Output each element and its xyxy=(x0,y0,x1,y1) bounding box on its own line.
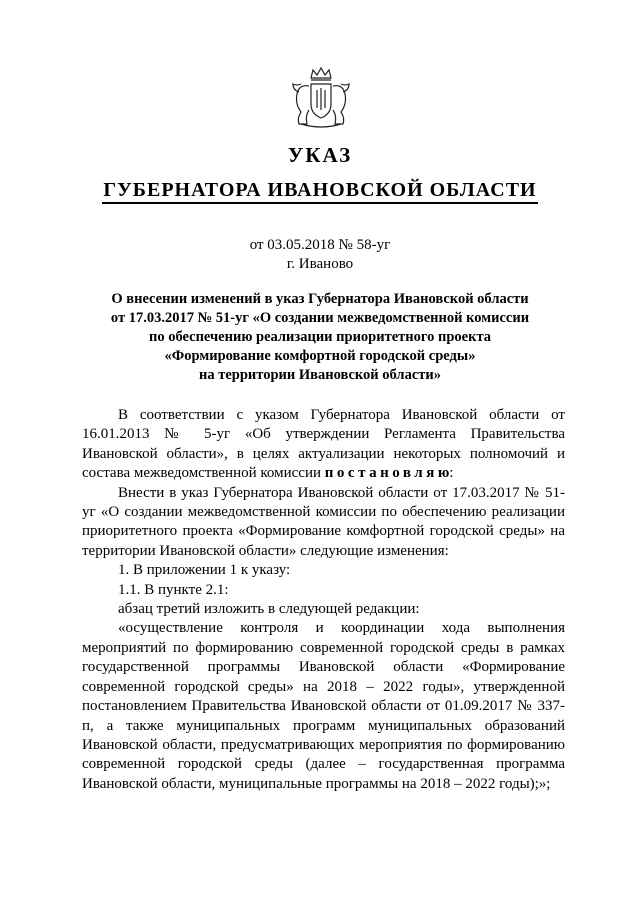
body-paragraph-3: 1.1. В пункте 2.1: xyxy=(118,581,229,598)
document-type: УКАЗ xyxy=(287,143,353,167)
subject-line: О внесении изменений в указ Губернатора Ивановской области xyxy=(111,291,529,307)
subject-line: по обеспечению реализации приоритетного проекта xyxy=(148,329,491,345)
subject-line: от 17.03.2017 № 51-уг «О создании межведомственной комиссии xyxy=(110,310,530,326)
document-meta xyxy=(0,236,640,274)
date-number: от 03.05.2018 № 58-уг xyxy=(249,237,391,253)
decree-colon: : xyxy=(449,465,454,482)
preamble-paragraph xyxy=(82,406,565,484)
body-paragraph-5: «осуществление контроля и координации хода выполнения мероприятий по формированию современной городской среды в рамках государственной программы Ивановской области «Формирование современной городской среды» на 2018 – 2022 годы», утвержденной постановлением Правительства Ивановской области от 01.09.2017 № 337-п, а также муниципальных программ муниципальных образований Ивановской области, предусматривающих мероприятия по формированию современной городской среды (далее – государственная программа Ивановской области, муниципальные программы на 2018 – 2022 годы);»; xyxy=(82,620,565,792)
subject-line: на территории Ивановской области» xyxy=(199,367,441,383)
document-body xyxy=(82,406,565,794)
issuing-authority-text: ГУБЕРНАТОРА ИВАНОВСКОЙ ОБЛАСТИ xyxy=(102,179,537,204)
city: г. Иваново xyxy=(286,256,354,272)
preamble-text: В соответствии с указом Губернатора Ивановской области от 16.01.2013 № 5-уг «Об утверждении Регламента Правительства Ивановской области», в целях актуализации некоторых полномочий и состава межведомственной комиссии xyxy=(82,407,565,482)
ivanovo-coat-of-arms-icon xyxy=(289,64,353,130)
issuing-authority xyxy=(0,179,640,202)
body-paragraph-2: 1. В приложении 1 к указу: xyxy=(118,562,291,579)
decree-word: постановля xyxy=(324,465,438,482)
document-subject xyxy=(60,290,580,385)
body-paragraph-4: абзац третий изложить в следующей редакции: xyxy=(118,601,420,618)
body-paragraph-1: Внести в указ Губернатора Ивановской области от 17.03.2017 № 51-уг «О создании межведомственной комиссии по обеспечению реализации приоритетного проекта «Формирование комфортной городской среды» на территории Ивановской области» следующие изменения: xyxy=(82,484,565,559)
subject-line: «Формирование комфортной городской среды» xyxy=(164,348,476,364)
decree-word-end: ю xyxy=(437,465,450,482)
